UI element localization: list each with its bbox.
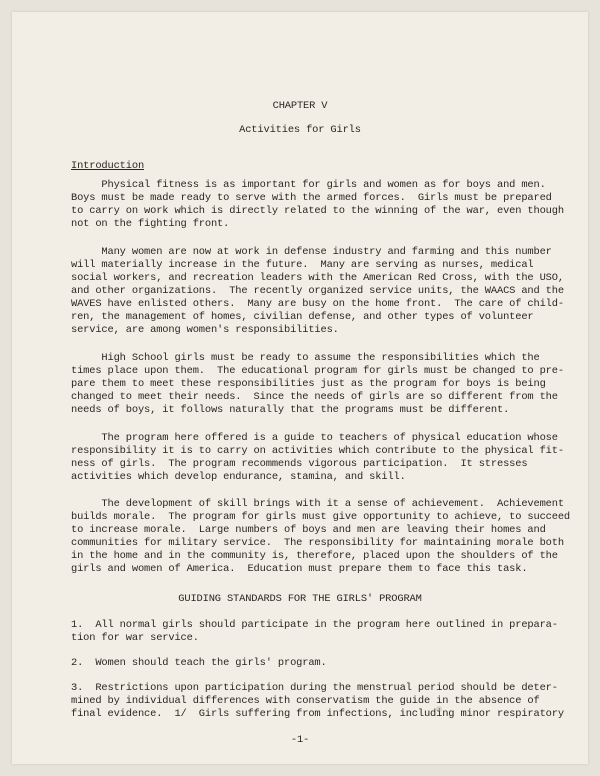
paragraph-4-line: responsibility it is to carry on activities which contribute to the physical fit- — [71, 445, 564, 457]
paragraph-3-line: needs of boys, it follows naturally that the programs must be different. — [71, 404, 510, 416]
paragraph-2-line: WAVES have enlisted others. Many are busy on the home front. The care of child- — [71, 298, 564, 310]
paragraph-3-line: times place upon them. The educational program for girls must be changed to pre- — [71, 365, 564, 377]
paragraph-5-line: in the home and in the community is, therefore, placed upon the shoulders of the — [71, 550, 558, 562]
paragraph-1-line: not on the fighting front. — [71, 218, 230, 230]
standard-item-3-line: mined by individual differences with conservatism the guide in the absence of — [71, 695, 540, 707]
paragraph-1-line: to carry on work which is directly related to the winning of the war, even though — [71, 205, 564, 217]
paragraph-4-line: The program here offered is a guide to teachers of physical education whose — [71, 432, 558, 444]
paragraph-5-line: to increase morale. Large numbers of boys and men are leaving their homes and — [71, 524, 546, 536]
section-heading-guiding-standards: GUIDING STANDARDS FOR THE GIRLS' PROGRAM — [178, 593, 422, 605]
standard-item-2-line: 2. Women should teach the girls' program. — [71, 657, 327, 669]
standard-item-1-line: tion for war service. — [71, 632, 199, 644]
paragraph-4-line: activities which develop endurance, stamina, and skill. — [71, 471, 406, 483]
page-number: -1- — [290, 734, 310, 746]
paragraph-2-line: ren, the management of homes, civilian defense, and other types of volunteer — [71, 311, 534, 323]
document-page — [12, 12, 588, 764]
paragraph-5-line: builds morale. The program for girls must give opportunity to achieve, to succeed — [71, 511, 571, 523]
paragraph-5-line: girls and women of America. Education must prepare them to face this task. — [71, 563, 528, 575]
paragraph-2-line: and other organizations. The recently organized service units, the WAACS and the — [71, 285, 564, 297]
paragraph-3-line: High School girls must be ready to assume the responsibilities which the — [71, 352, 540, 364]
chapter-title: Activities for Girls — [239, 124, 361, 136]
paragraph-2-line: will materially increase in the future. Many are serving as nurses, medical — [71, 259, 534, 271]
paragraph-1-line: Physical fitness is as important for girls and women as for boys and men. — [71, 179, 546, 191]
paragraph-5-line: The development of skill brings with it a sense of achievement. Achievement — [71, 498, 564, 510]
paragraph-3-line: pare them to meet these responsibilities just as the program for boys is being — [71, 378, 546, 390]
standard-item-3-line: final evidence. 1/ Girls suffering from infections, including minor respiratory — [71, 708, 564, 720]
paragraph-2-line: service, are among women's responsibilities. — [71, 324, 339, 336]
paragraph-1-line: Boys must be made ready to serve with the armed forces. Girls must be prepared — [71, 192, 552, 204]
paragraph-2-line: Many women are now at work in defense industry and farming and this number — [71, 246, 552, 258]
paragraph-2-line: social workers, and recreation leaders with the American Red Cross, with the USO, — [71, 272, 564, 284]
paragraph-5-line: communities for military service. The responsibility for maintaining morale both — [71, 537, 564, 549]
section-heading-introduction: Introduction — [71, 160, 145, 172]
paragraph-4-line: ness of girls. The program recommends vigorous participation. It stresses — [71, 458, 528, 470]
standard-item-3-line: 3. Restrictions upon participation during the menstrual period should be deter- — [71, 682, 558, 694]
paragraph-3-line: changed to meet their needs. Since the needs of girls are so different from the — [71, 391, 558, 403]
chapter-number: CHAPTER V — [272, 100, 328, 112]
standard-item-1-line: 1. All normal girls should participate in the program here outlined in prepara- — [71, 619, 558, 631]
